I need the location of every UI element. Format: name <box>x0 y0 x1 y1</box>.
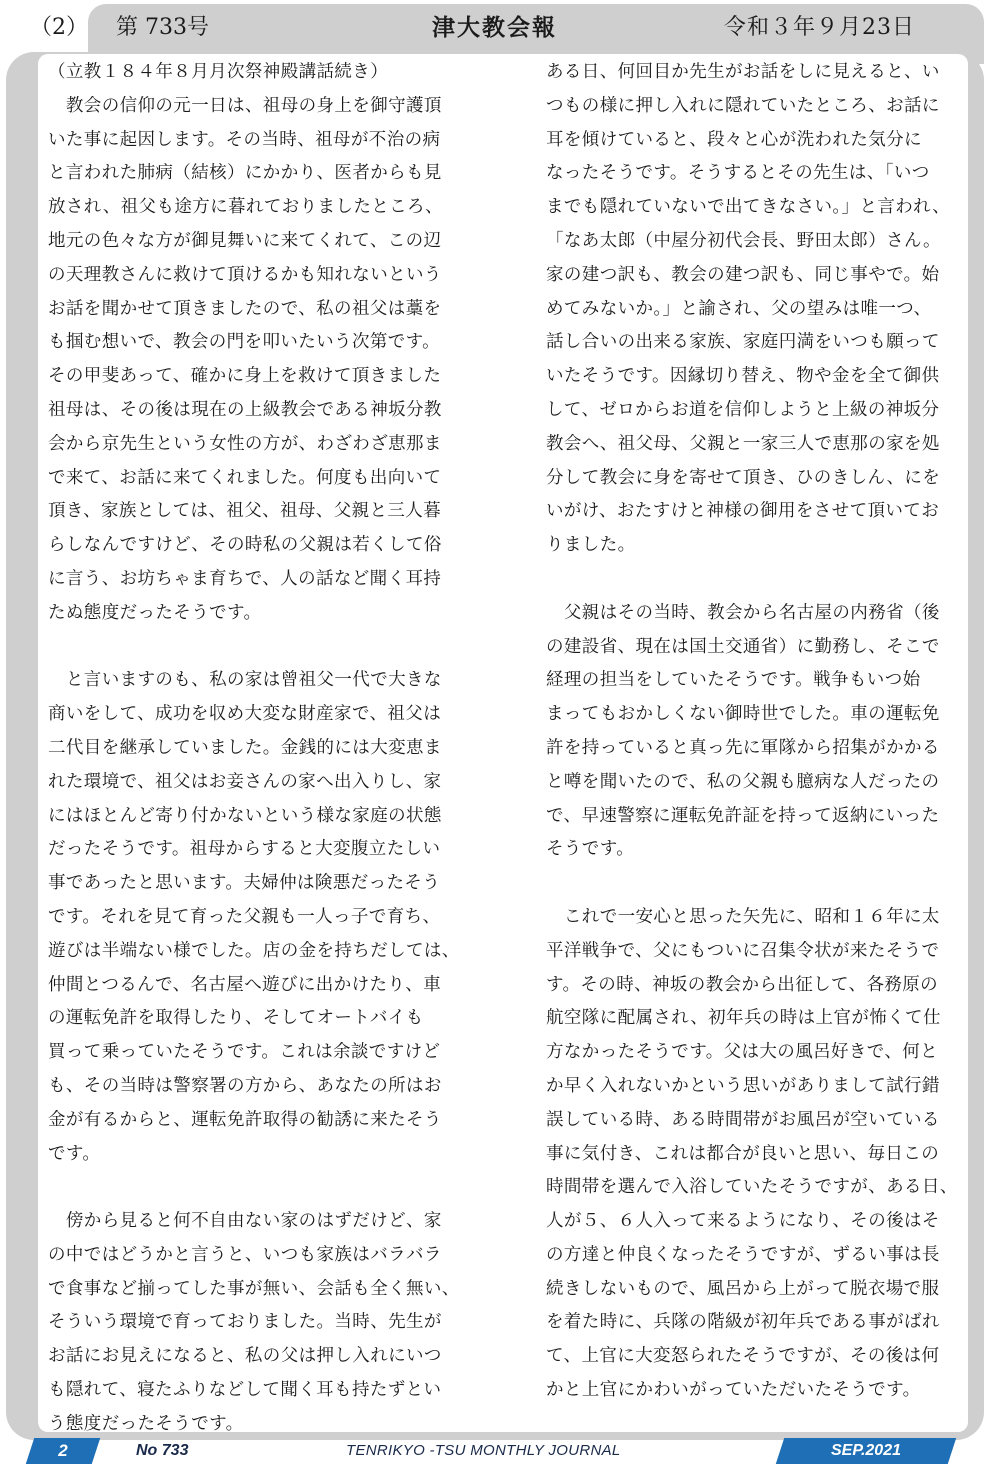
text-line: いたそうです。因縁切り替え、物や金を全て御供 <box>546 366 940 387</box>
text-line: の建設省、現在は国土交通省）に勤務し、そこで <box>546 636 940 657</box>
text-line: 買って乗っていたそうです。これは余談ですけど <box>48 1042 441 1063</box>
text-line: か早く入れないかという思いがありまして試行錯 <box>546 1075 940 1096</box>
text-line: と噂を聞いたので、私の父親も臆病な人だったの <box>546 771 940 792</box>
text-line: 話し合いの出来る家族、家庭円満をいつも願って <box>546 332 940 353</box>
text-line: 仲間とつるんで、名古屋へ遊びに出かけたり、車 <box>48 974 442 995</box>
text-line: 会から京先生という女性の方が、わざわざ恵那ま <box>48 433 442 454</box>
text-line: の運転免許を取得したり、そしてオートバイも <box>48 1008 424 1029</box>
text-line: も隠れて、寝たふりなどして聞く耳も持たずとい <box>48 1380 442 1401</box>
text-line: です。それを見て育った父親も一人っ子で育ち、 <box>48 906 441 927</box>
text-line: で、早速警察に運転免許証を持って返納にいった <box>546 805 940 826</box>
text-line: （立教１８４年８月月次祭神殿講話続き） <box>48 62 389 82</box>
text-line: たぬ態度だったそうです。 <box>48 602 262 623</box>
text-line: 平洋戦争で、父にもついに召集令状が来たそうで <box>546 940 940 961</box>
text-line: りました。 <box>546 535 636 556</box>
text-line: を着た時に、兵隊の階級が初年兵である事がばれ <box>546 1312 940 1333</box>
text-line: 傍から見ると何不自由ない家のはずだけど、家 <box>48 1211 442 1232</box>
text-line: 放され、祖父も途方に暮れておりましたところ、 <box>48 197 443 218</box>
text-line: 許を持っていると真っ先に軍隊から招集がかかる <box>546 737 940 758</box>
text-line: までも隠れていないで出てきなさい。」と言われ、 <box>546 197 950 218</box>
text-line: の方達と仲良くなったそうですが、ずるい事は長 <box>546 1244 940 1265</box>
header-page-number: （2） <box>30 15 88 40</box>
text-line: そういう環境で育っておりました。当時、先生が <box>48 1312 442 1333</box>
text-line: 商いをして、成功を収め大変な財産家で、祖父は <box>48 704 442 725</box>
text-line: その甲斐あって、確かに身上を救けて頂きました <box>48 366 442 387</box>
text-line: も、その当時は警察署の方から、あなたの所はお <box>48 1075 442 1096</box>
text-line: して、ゼロからお道を信仰しようと上級の神坂分 <box>546 399 940 420</box>
newsletter-title: 津大教会報 <box>432 14 557 41</box>
text-line: そうです。 <box>546 839 635 860</box>
footer-journal-name: TENRIKYO -TSU MONTHLY JOURNAL <box>346 1442 621 1459</box>
text-line: と言われた肺病（結核）にかかり、医者からも見 <box>48 163 442 184</box>
text-line: 教会の信仰の元一日は、祖母の身上を御守護頂 <box>48 95 442 116</box>
text-line: ある日、何回目か先生がお話をしに見えると、い <box>546 62 940 82</box>
text-line: 地元の色々な方が御見舞いに来てくれて、この辺 <box>48 230 442 251</box>
paragraph-break <box>546 867 976 901</box>
text-line: これで一安心と思った矢先に、昭和１６年に太 <box>546 906 940 927</box>
text-line: と言いますのも、私の家は曾祖父一代で大きな <box>48 670 442 691</box>
text-line: 事に気付き、これは都合が良いと思い、毎日この <box>546 1143 940 1164</box>
text-line: だったそうです。祖母からすると大変腹立たしい <box>48 839 441 860</box>
text-line: う態度だったそうです。 <box>48 1413 244 1434</box>
footer-date: SEP.2021 <box>831 1442 901 1459</box>
text-line: 金が有るからと、運転免許取得の勧誘に来たそう <box>48 1109 442 1130</box>
text-line: 祖母は、その後は現在の上級教会である神坂分教 <box>48 399 442 420</box>
text-line: す。その時、神坂の教会から出征して、各務原の <box>546 974 939 995</box>
text-line: 耳を傾けていると、段々と心が洗われた気分に <box>546 129 922 150</box>
text-line: らしなんですけど、その時私の父親は若くして俗 <box>48 535 442 556</box>
text-line: まってもおかしくない御時世でした。車の運転免 <box>546 704 940 725</box>
text-line: 経理の担当をしていたそうです。戦争もいつ始 <box>546 670 921 691</box>
text-line: 父親はその当時、教会から名古屋の内務省（後 <box>546 602 940 623</box>
footer-page-number: 2 <box>58 1441 68 1460</box>
text-line: いがけ、おたすけと神様の御用をさせて頂いてお <box>546 501 940 522</box>
paragraph-break <box>48 1171 478 1205</box>
text-line: 家の建つ訳も、教会の建つ訳も、同じ事やで。始 <box>546 264 940 285</box>
footer-issue-number: No 733 <box>136 1442 189 1459</box>
text-line: 頂き、家族としては、祖父、祖母、父親と三人暮 <box>48 501 442 522</box>
text-line: で食事など揃ってした事が無い、会話も全く無い、 <box>48 1278 460 1299</box>
article-column-right <box>546 56 976 1408</box>
text-line: かと上官にかわいがっていただいたそうです。 <box>546 1380 921 1401</box>
paragraph-break <box>546 563 976 597</box>
text-line: 遊びは半端ない様でした。店の金を持ちだしては、 <box>48 940 460 961</box>
text-line: 「なあ太郎（中屋分初代会長、野田太郎）さん。 <box>546 230 941 251</box>
text-line: 人が５、６人入って来るようになり、その後はそ <box>546 1211 940 1232</box>
text-line: 教会へ、祖父母、父親と一家三人で恵那の家を処 <box>546 433 940 454</box>
text-line: 方なかったそうです。父は大の風呂好きで、何と <box>546 1042 939 1063</box>
text-line: に言う、お坊ちゃま育ちで、人の話など聞く耳持 <box>48 568 442 589</box>
text-line: の天理教さんに救けて頂けるかも知れないという <box>48 264 442 285</box>
text-line: で来て、お話に来てくれました。何度も出向いて <box>48 467 442 488</box>
paragraph-break <box>48 631 478 665</box>
article-column-left <box>48 56 478 1442</box>
text-line: にはほとんど寄り付かないという様な家庭の状態 <box>48 805 442 826</box>
text-line: です。 <box>48 1143 101 1164</box>
text-line: れた環境で、祖父はお妾さんの家へ出入りし、家 <box>48 771 442 792</box>
text-line: めてみないか。」と諭され、父の望みは唯一つ、 <box>546 298 932 319</box>
text-line: なったそうです。そうするとその先生は、「いつ <box>546 163 930 184</box>
text-line: 時間帯を選んで入浴していたそうですが、ある日、 <box>546 1177 958 1198</box>
text-line: いた事に起因します。その当時、祖母が不治の病 <box>48 129 441 150</box>
text-line: 航空隊に配属され、初年兵の時は上官が怖くて仕 <box>546 1008 941 1029</box>
text-line: も掴む想いで、教会の門を叩いたいう次第です。 <box>48 332 441 353</box>
footer <box>0 1438 990 1464</box>
text-line: つもの様に押し入れに隠れていたところ、お話に <box>546 95 940 116</box>
text-line: 誤している時、ある時間帯がお風呂が空いている <box>546 1109 940 1130</box>
text-line: お話にお見えになると、私の父は押し入れにいつ <box>48 1346 442 1367</box>
header-issue-number: 第 733号 <box>116 15 209 40</box>
text-line: 事であったと思います。夫婦仲は険悪だったそう <box>48 873 441 894</box>
text-line: 続きしないもので、風呂から上がって脱衣場で服 <box>546 1278 940 1299</box>
text-line: の中ではどうかと言うと、いつも家族はバラバラ <box>48 1244 442 1265</box>
text-line: て、上官に大変怒られたそうですが、その後は何 <box>546 1346 940 1367</box>
text-line: お話を聞かせて頂きましたので、私の祖父は藁を <box>48 298 442 319</box>
text-line: 分して教会に身を寄せて頂き、ひのきしん、にを <box>546 467 941 488</box>
text-line: 二代目を継承していました。金銭的には大変恵ま <box>48 737 442 758</box>
header-date: 令和３年９月23日 <box>724 15 915 40</box>
